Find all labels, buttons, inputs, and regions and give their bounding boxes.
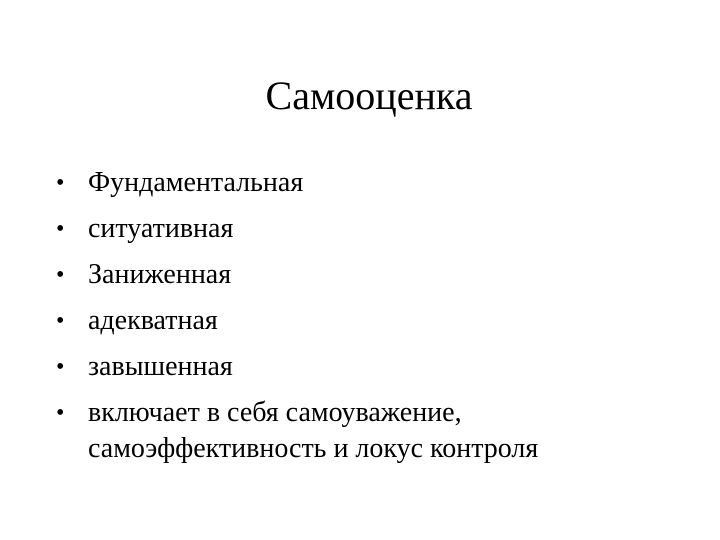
bullet-icon: •	[56, 216, 65, 242]
slide-title: Самооценка	[265, 73, 473, 118]
list-item-text: включает в себя самоуважение, самоэффективность и локус контроля	[88, 397, 539, 464]
bullet-icon: •	[56, 354, 65, 380]
list-item	[56, 344, 656, 390]
list-item	[56, 160, 656, 206]
list-item-text: ситуативная	[88, 213, 234, 244]
list-item-text: Заниженная	[88, 259, 232, 290]
bullet-icon: •	[56, 400, 65, 426]
bullet-icon: •	[56, 262, 65, 288]
list-item-text: завышенная	[88, 351, 233, 382]
list-item	[56, 252, 656, 298]
bullet-icon: •	[56, 308, 65, 334]
list-item-text: адекватная	[88, 305, 218, 336]
bullet-list	[56, 160, 656, 467]
list-item	[56, 206, 656, 252]
list-item-text: Фундаментальная	[88, 167, 304, 198]
list-item	[56, 390, 656, 467]
bullet-icon: •	[56, 170, 65, 196]
list-item	[56, 298, 656, 344]
